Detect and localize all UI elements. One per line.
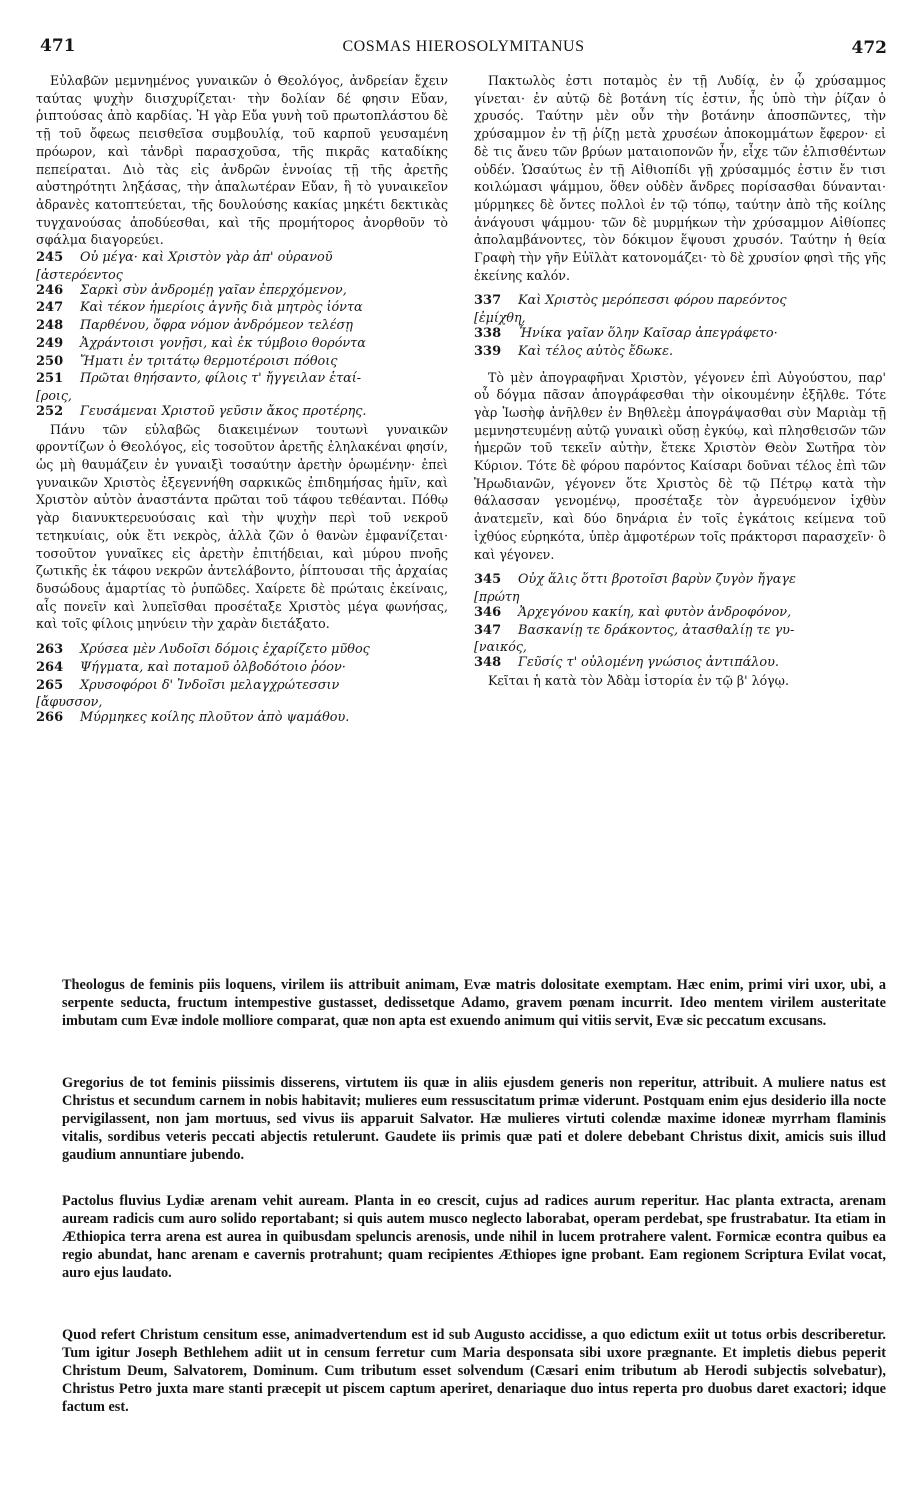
- verse-line: [36, 249, 448, 267]
- verse-number: 246: [36, 282, 64, 298]
- page-header: [40, 36, 887, 60]
- verse-line: [474, 622, 886, 640]
- verse-line: [474, 571, 886, 589]
- verse-text: Χρύσεα μὲν Λυδοῖσι δόμοις ἐχαρίζετο μῦθος: [80, 642, 370, 658]
- verse-text: Καὶ Χριστὸς μερόπεσσι φόρου παρεόντος: [518, 293, 787, 309]
- verse-number: 250: [36, 353, 64, 369]
- latin-paragraph: Quod refert Christum censitum esse, animadvertendum est id sub Augusto accidisse, a quo edictum exiit ut totus orbis describeretur. Tum igitur Joseph Bethlehem adiit ut in censum ferretur cum Maria desponsata sibi uxore prægnante. Et impletis diebus peperit Christum Deum, Salvatorem, Dominum. Cum tributum esset solvendum (Cæsari enim tributum ab Herodi subjectis solvebatur), Christus Petro juxta mare stanti præcepit ut piscem captum aperiret, denariaque duo intus reperta pro duobus daret exactori; idque factum est.: [62, 1327, 886, 1416]
- commentary-paragraph: Πάνυ τῶν εὐλαβῶς διακειμένων τουτωνὶ γυναικῶν φροντίζων ὁ Θεολόγος, εἰς τοσοῦτον ἀρετῆς ἐληλακέναι φησίν, ὡς μὴ θαυμάζειν ἐν γυναιξὶ τοσαύτην ἀρετὴν ὁρωμένην· ἐπεὶ γυναικῶν Χριστὸς ἐξεγεννήθη σαρκικῶς ἐπιδημήσας ἡμῖν, καὶ Χριστὸν αὐτὸν ἀναστάντα πρῶται τοῦ τάφου τεθέανται. Πόθῳ γὰρ διανυκτερευούσαις καὶ τὴν ψυχὴν περὶ τοῦ νεκροῦ τετηκυίαις, οὐκ ἔτι νεκρὸς, ἀλλὰ ζῶν ὁ θανὼν ἐμφανίζεται· τοσοῦτον γυναῖκες εἰς ἀρετὴν ἐπιτήδειαι, καὶ μύρου πνοῆς ζωτικῆς ἐκ τάφου νεκρῶν ἀντελάβοντο, ῥίπτουσαι τῆς ἀρχαίας δυσώδους ἁμαρτίας τὸ ῥυπῶδες. Χαίρετε δὲ πρώταις ἐκείναις, αἷς πονεῖν καὶ λυπεῖσθαι προσέταξε Χριστὸς μέγα φωνήσας, καὶ τοῖς φίλοις μηνύειν τὴν χαρὰν διετάξατο.: [36, 421, 448, 632]
- verse-number: 346: [474, 604, 502, 620]
- cross-reference-note: Κεῖται ἡ κατὰ τὸν Ἀδὰμ ἱστορία ἐν τῷ β' λόγῳ.: [488, 673, 789, 689]
- verse-line: [36, 335, 448, 353]
- verse-line: [36, 403, 448, 421]
- verse-text: Ψήγματα, καὶ ποταμοῦ ὀλβοδότοιο ῥόον·: [80, 659, 346, 675]
- latin-translation-4: [62, 1326, 886, 1416]
- verse-text: Οὐχ ἅλις ὅττι βροτοῖσι βαρὺν ζυγὸν ἤγαγε: [518, 572, 796, 588]
- verse-number: 263: [36, 642, 64, 658]
- verse-text: Γευσάμεναι Χριστοῦ γεῦσιν ἄκος προτέρης.: [80, 403, 367, 419]
- verse-number: 266: [36, 710, 64, 726]
- right-greek-column: [474, 72, 886, 690]
- verse-number: 265: [36, 677, 64, 693]
- verse-line: [36, 709, 448, 727]
- verse-line: [474, 654, 886, 672]
- verse-line: [474, 292, 886, 310]
- verse-number: 337: [474, 293, 502, 309]
- verse-number: 252: [36, 403, 64, 419]
- verse-text: Μύρμηκες κοίλης πλοῦτον ἀπὸ ψαμάθου.: [80, 710, 350, 726]
- verse-number: 347: [474, 622, 502, 638]
- verse-continuation: [ἄφυσσον,: [36, 694, 103, 710]
- commentary-paragraph: Τὸ μὲν ἀπογραφῆναι Χριστὸν, γέγονεν ἐπὶ Αὐγούστου, παρ' οὗ δόγμα πᾶσαν ἀπογράφεσθαι τὴν οἰκουμένην ἐξῆλθε. Τότε γὰρ Ἰωσὴφ ἀνῆλθεν ἐν Βηθλεὲμ ἀπογράψασθαι σὺν Μαριὰμ τῇ μεμνηστευμένῃ αὐτῷ γυναικὶ οὔσῃ ἐγκύῳ, καὶ πλησθεισῶν τῶν ἡμερῶν τοῦ τεκεῖν αὐτὴν, ἔτεκε Χριστὸν Θεὸν Σωτῆρα τὸν Κύριον. Τότε δὲ φόρου παρόντος Καίσαρι δοῦναι τέλος ἐπὶ τῶν Ἡρωδιανῶν, γέγονεν ὅτε Χριστὸς δὲ τῷ Πέτρῳ κατὰ τὴν θάλασσαν γενομένῳ, προσέταξε τὸν ἀγρευόμενον ἰχθὺν ἀνατεμεῖν, καὶ δύο δηνάρια ἐν τοῖς ἐγκάτοις κείμενα τοῦ ἰχθύος εὑρηκότα, ὑπὲρ ἀμφοτέρων τοῖς πράκτορσι παρασχεῖν· ὃ καὶ γέγονεν.: [474, 369, 886, 562]
- verse-line: [36, 370, 448, 388]
- left-greek-column: [36, 72, 448, 727]
- verse-continuation: [πρώτη: [474, 588, 520, 604]
- verse-text: Σαρκὶ σὺν ἀνδρομέῃ γαῖαν ἐπερχόμενον,: [80, 282, 347, 298]
- verse-number: 348: [474, 655, 502, 671]
- verse-continuation: [ναικός,: [474, 639, 527, 655]
- verse-number: 249: [36, 335, 64, 351]
- verse-line: [474, 325, 886, 343]
- left-page-number: 471: [40, 36, 76, 56]
- verse-text: Ἀρχεγόνου κακίη, καὶ φυτὸν ἀνδροφόνον,: [518, 604, 792, 620]
- verse-number: 338: [474, 326, 502, 342]
- verse-text: Πρῶται θηήσαντο, φίλοις τ' ἤγγειλαν ἑταί-: [80, 371, 362, 387]
- verse-line: [474, 343, 886, 361]
- verse-continuation: [ἐμίχθη,: [474, 310, 526, 326]
- verse-line: [36, 641, 448, 659]
- verse-line: [36, 659, 448, 677]
- verse-text: Γεῦσίς τ' οὐλομένη γνώσιος ἀντιπάλου.: [518, 655, 779, 671]
- latin-translation-1: [62, 976, 886, 1030]
- verse-text: Καὶ τέκον ἡμερίοις ἁγνῆς διὰ μητρὸς ἰόντα: [80, 300, 363, 316]
- verse-text: Ἤματι ἐν τριτάτῳ θερμοτέροισι πόθοις: [80, 353, 338, 369]
- verse-text: Καὶ τέλος αὐτὸς ἔδωκε.: [518, 343, 674, 359]
- verse-continuation: [ἀστερόεντος: [36, 266, 123, 282]
- verse-number: 251: [36, 371, 64, 387]
- verse-block: [474, 571, 886, 672]
- verse-line: [36, 282, 448, 300]
- right-page-number: 472: [851, 38, 887, 58]
- latin-paragraph: Theologus de feminis piis loquens, virilem iis attribuit animam, Evæ matris dolositate exemptam. Hæc enim, primi viri uxor, ubi, a serpente seducta, fructum intempestive gustasset, dedissetque Adamo, gravem pœnam incurrit. Ideo mentem virilem austeritate imbutam cum Evæ indole molliore comparat, quæ non apta est exuendo animum qui vitiis servit, Evæ sic peccatum excusans.: [62, 977, 886, 1030]
- latin-translation-2: [62, 1074, 886, 1164]
- verse-line: [36, 317, 448, 335]
- latin-paragraph: Gregorius de tot feminis piissimis disserens, virtutem iis quæ in aliis ejusdem generis non reperitur, attribuit. A muliere natus est Christus et secundum carnem in nobis habitavit; mulieres eum ressuscitatum primæ viderunt. Postquam enim ejus desiderio illa nocte pervigilassent, non jam mortuus, sed vivus iis apparuit Salvator. Hæ mulieres virtuti colendæ maxime idoneæ myrrham flaminis vitalis, sordibus veteris peccati abjectis retulerunt. Gaudete iis primis quæ pati et dolere debebant Christus dixit, amicis suis illud gaudium annuntiare jubendo.: [62, 1075, 886, 1164]
- verse-block: [474, 292, 886, 360]
- verse-text: Ἦνίκα γαῖαν ὅλην Καῖσαρ ἀπεγράφετο·: [518, 326, 778, 342]
- verse-text: Βασκανίῃ τε δράκοντος, ἀτασθαλίῃ τε γυ-: [518, 622, 795, 638]
- verse-text: Χρυσοφόροι δ' Ἰνδοῖσι μελαγχρώτεσσιν: [80, 677, 340, 693]
- verse-text: Οὐ μέγα· καὶ Χριστὸν γὰρ ἀπ' οὐρανοῦ: [80, 250, 333, 266]
- verse-block: [36, 249, 448, 421]
- verse-block: [36, 641, 448, 727]
- verse-text: Ἀχράντοισι γονῇσι, καὶ ἐκ τύμβοιο θορόντα: [80, 335, 366, 351]
- verse-text: Παρθένου, ὄφρα νόμον ἀνδρόμεον τελέσῃ: [80, 318, 353, 334]
- verse-line: [36, 353, 448, 371]
- commentary-paragraph: Πακτωλὸς ἐστι ποταμὸς ἐν τῇ Λυδίᾳ, ἐν ᾧ χρύσαμμος γίνεται· ἐν αὐτῷ δὲ βοτάνη τίς ἐστιν, ἧς ὑπὸ τὴν ῥίζαν ὁ χρυσός. Ταύτην μὲν οὖν τὴν βοτάνην ἀποσπῶντες, τὴν χρύσαμμον ἐν τῇ ῥίζῃ μετὰ χρυσέων ἀποκομμάτων ἔφερον· εἰ δὲ τις ἄνευ τῶν βρύων ματαιοπονῶν ἦν, εἶχε τῶν ἐλπισθέντων οὐδέν. Ὡσαύτως ἐν τῇ Αἰθιοπίδι γῇ χρύσαμμός ἐστιν ἔν τισι κοιλώμασι ψάμμου, ὅθεν οὐδὲν ἄνδρες πορίσασθαι δύνανται· μύρμηκες δὲ ὄντες πολλοὶ ἐν τῷ τόπῳ, ταύτην ἀπὸ τῆς κοίλης ἀνάγουσι ψάμμου· τῶν δὲ μυρμήκων τὴν χρύσαμμον Αἰθίοπες ἀπολαμβάνοντες, τὸν δόκιμον ἕψουσι χρυσόν. Ταύτην ἡ θεία Γραφὴ τὴν γῆν Εὐϊλὰτ κατονομάζει· τὸ δὲ χρυσίον φησὶ τῆς γῆς ἐκείνης καλόν.: [474, 73, 886, 283]
- verse-number: 248: [36, 318, 64, 334]
- latin-paragraph: Pactolus fluvius Lydiæ arenam vehit auream. Planta in eo crescit, cujus ad radices aurum reperitur. Hac planta extracta, arenam auream radicis cum auro solido reportabant; si quis autem musco neglecto laborabat, operam perdebat, spe frustrabatur. Ita etiam in Æthiopica terra arena est aurea in quibusdam speluncis arenosis, unde nihil in lucem protrahere valent. Formicæ econtra quibus ea regio abundat, hanc arenam e cavernis protrahunt; quam recipientes Æthiopes igne probant. Eam regionem Scriptura Evilat vocat, auro ejus laudato.: [62, 1193, 886, 1282]
- running-title: COSMAS HIEROSOLYMITANUS: [342, 38, 585, 55]
- latin-translation-3: [62, 1192, 886, 1282]
- verse-line: [36, 677, 448, 695]
- verse-number: 339: [474, 343, 502, 359]
- verse-number: 345: [474, 572, 502, 588]
- verse-continuation: [ροις,: [36, 387, 72, 403]
- verse-number: 247: [36, 300, 64, 316]
- verse-line: [36, 299, 448, 317]
- verse-line: [474, 604, 886, 622]
- verse-number: 264: [36, 659, 64, 675]
- verse-number: 245: [36, 250, 64, 266]
- commentary-paragraph: Εὐλαβῶν μεμνημένος γυναικῶν ὁ Θεολόγος, ἀνδρείαν ἔχειν ταύτας ψυχὴν διισχυρίζεται· τὴν δολίαν δέ φησιν Εὔαν, ῥιπτούσας ἀπὸ καρδίας. Ἡ γὰρ Εὔα γυνὴ τοῦ πρωτοπλάστου δὲ τῇ τοῦ ὄφεως πεισθεῖσα συμβουλίᾳ, τοῦ καρποῦ γευσαμένη πρόωρον, καὶ τἀνδρὶ παρασχοῦσα, τῆς πικρᾶς καταδίκης πεπείραται. Διὸ τὰς εἰς ἀνδρῶν ἐννοίας τῇ τῆς ἀρετῆς αὐστηρότητι ληξάσας, τὴν ἁπαλωτέραν Εὔαν, ἣ τὸ γυναικεῖον ἀδρανὲς κατοπτεύεται, τῆς δουλούσης κακίας μηκέτι δεκτικὰς τυγχανούσας ἀποδύεσθαι, καὶ τῆς προμήτορος ἀνορθοῦν τὸ σφάλμα διαγορεύει.: [36, 73, 448, 248]
